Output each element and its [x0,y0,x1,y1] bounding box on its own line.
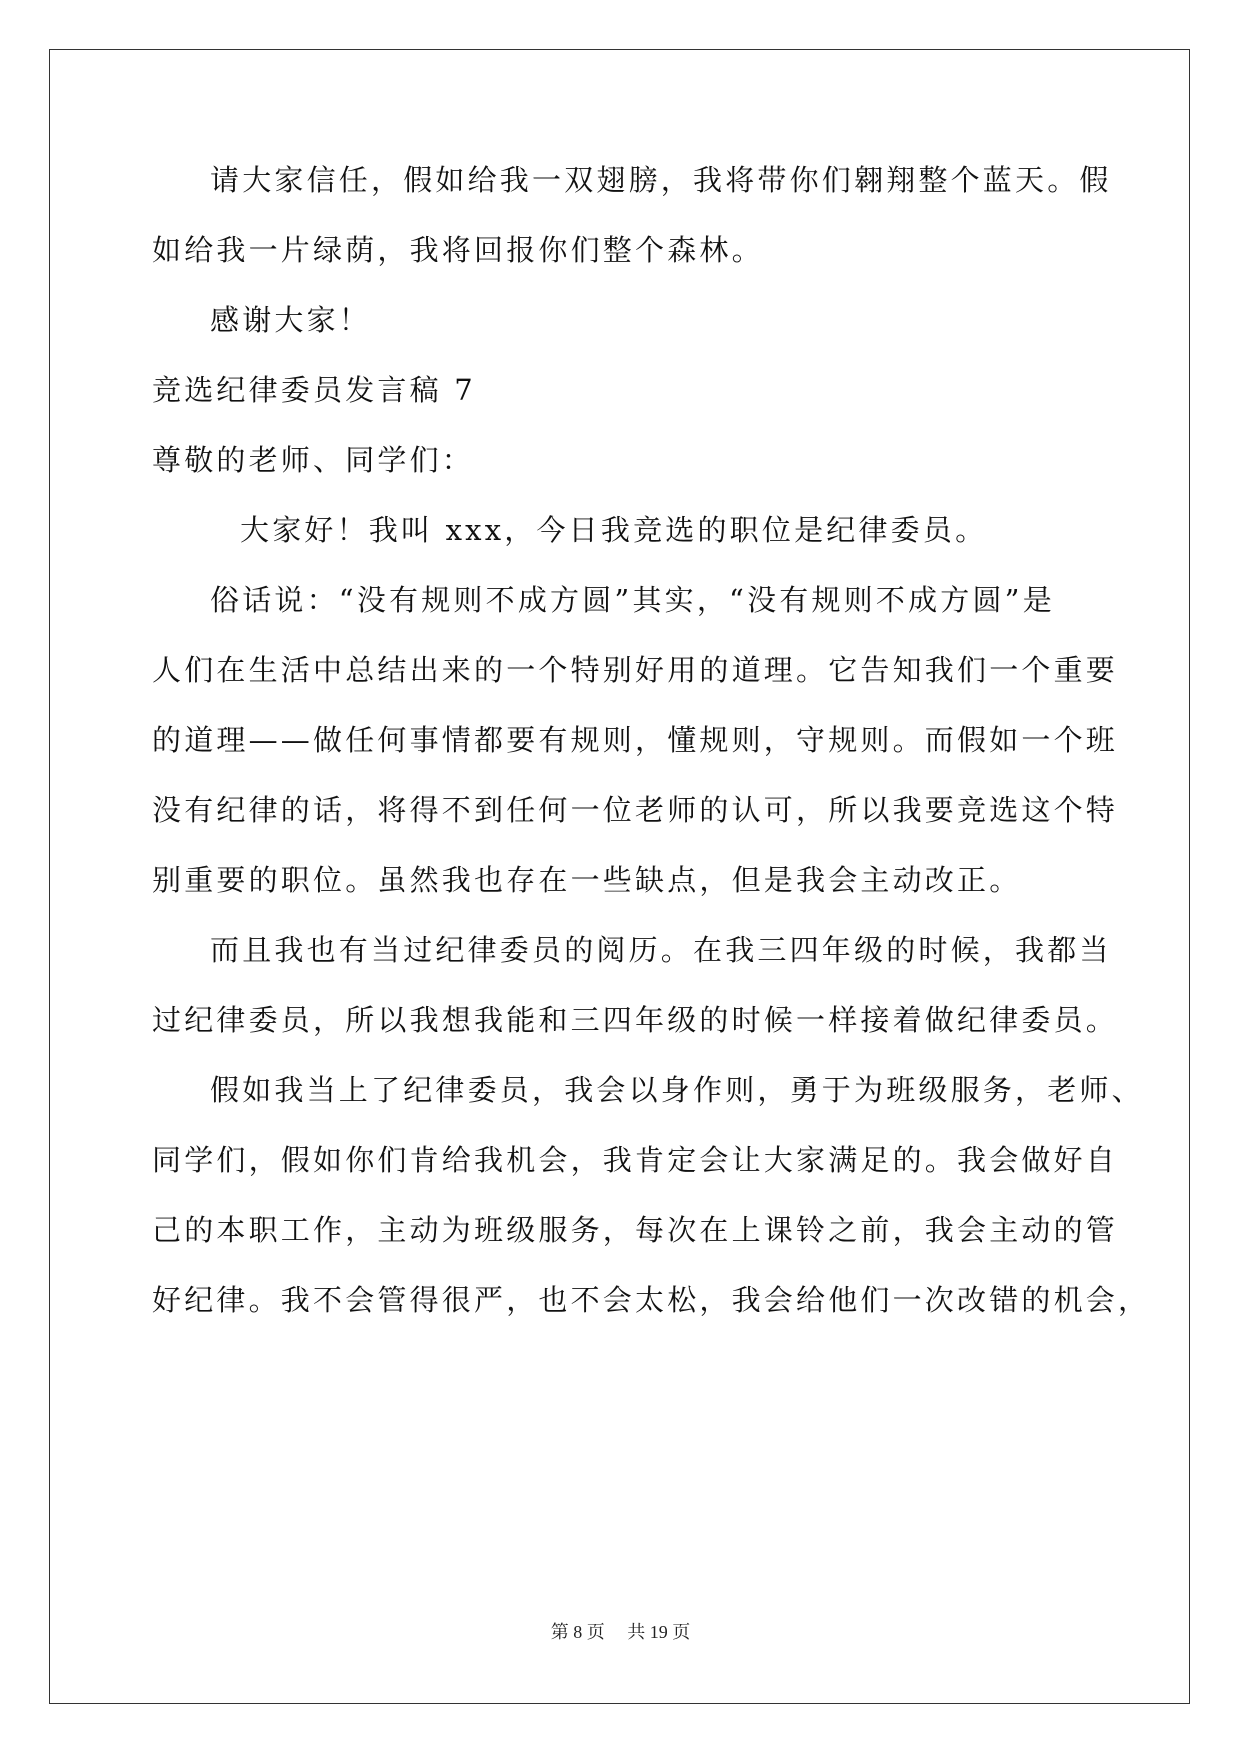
paragraph-line: 感谢大家！ [210,303,372,337]
paragraph-line: 没有纪律的话，将得不到任何一位老师的认可，所以我要竞选这个特 [152,793,1119,827]
page-number-footer: 第 8 页 共 19 页 [550,1622,691,1642]
paragraph-line: 过纪律委员，所以我想我能和三四年级的时候一样接着做纪律委员。 [152,1003,1119,1037]
paragraph-line: 如给我一片绿荫，我将回报你们整个森林。 [152,233,764,267]
paragraph-line: 请大家信任，假如给我一双翅膀，我将带你们翱翔整个蓝天。假 [210,163,1112,197]
paragraph-line: 己的本职工作，主动为班级服务，每次在上课铃之前，我会主动的管 [152,1213,1119,1247]
paragraph-line: 好纪律。我不会管得很严，也不会太松，我会给他们一次改错的机会， [152,1283,1151,1317]
paragraph-line: 大家好！我叫 xxx，今日我竞选的职位是纪律委员。 [240,513,988,547]
paragraph-line: 而且我也有当过纪律委员的阅历。在我三四年级的时候，我都当 [210,933,1112,967]
salutation: 尊敬的老师、同学们： [152,443,475,477]
paragraph-line: 人们在生活中总结出来的一个特别好用的道理。它告知我们一个重要 [152,653,1119,687]
paragraph-line: 假如我当上了纪律委员，我会以身作则，勇于为班级服务，老师、 [210,1073,1144,1107]
paragraph-line: 的道理——做任何事情都要有规则，懂规则，守规则。而假如一个班 [152,723,1119,757]
paragraph-line: 俗话说：“没有规则不成方圆”其实，“没有规则不成方圆”是 [210,583,1055,617]
paragraph-line: 别重要的职位。虽然我也存在一些缺点，但是我会主动改正。 [152,863,1022,897]
section-heading: 竞选纪律委员发言稿 7 [152,373,476,407]
paragraph-line: 同学们，假如你们肯给我机会，我肯定会让大家满足的。我会做好自 [152,1143,1119,1177]
